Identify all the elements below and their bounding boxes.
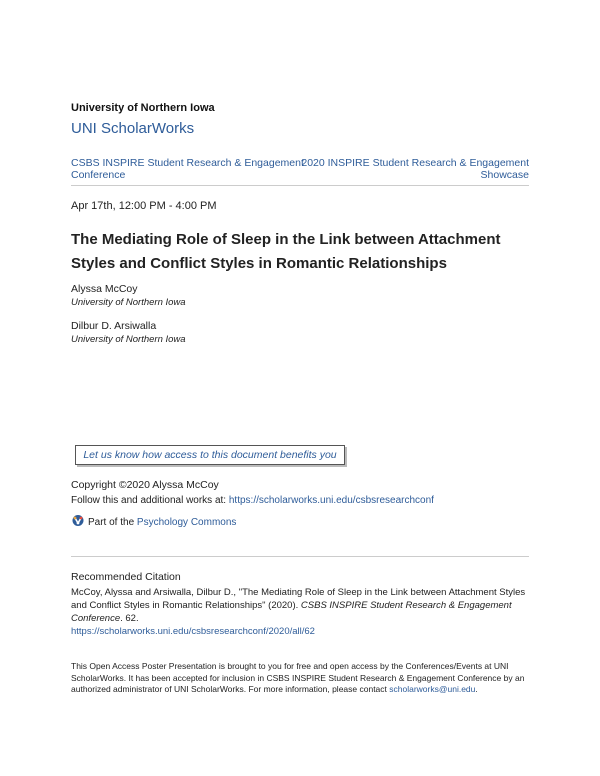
event-datetime: Apr 17th, 12:00 PM - 4:00 PM	[71, 200, 217, 212]
author-name: Dilbur D. Arsiwalla	[71, 320, 157, 332]
contact-email-link[interactable]: scholarworks@uni.edu	[389, 684, 476, 694]
citation-body	[71, 586, 533, 638]
citation-number: . 62.	[120, 613, 139, 624]
part-of-line	[71, 514, 236, 528]
citation-conference: CSBS INSPIRE Student Research & Engagement Conference	[71, 600, 512, 624]
author-block-1	[71, 283, 186, 308]
notice-end: .	[475, 684, 478, 694]
author-name: Alyssa McCoy	[71, 283, 138, 295]
citation-heading: Recommended Citation	[71, 571, 181, 583]
citation-text: McCoy, Alyssa and Arsiwalla, Dilbur D., "The Mediating Role of Sleep in the Link between Attachment Styles and Conflict Styles in Romantic Relationships" (2020).	[71, 587, 526, 611]
collection-link-left[interactable]: CSBS INSPIRE Student Research & Engagement Conference	[71, 157, 304, 181]
access-notice	[71, 661, 533, 696]
copyright-text: Copyright ©2020 Alyssa McCoy	[71, 479, 219, 491]
document-title: The Mediating Role of Sleep in the Link between Attachment Styles and Conflict Styles in Romantic Relationships	[71, 231, 501, 272]
part-of-prefix: Part of the	[88, 517, 137, 528]
collection-link-right[interactable]: 2020 INSPIRE Student Research & Engagement Showcase	[301, 157, 529, 181]
citation-url-link[interactable]: https://scholarworks.uni.edu/csbsresearchconf/2020/all/62	[71, 626, 315, 637]
psychology-commons-link[interactable]: Psychology Commons	[136, 517, 237, 528]
notice-text: This Open Access Poster Presentation is brought to you for free and open access by the Conferences/Events at UNI ScholarWorks. It has been accepted for inclusion in CSBS INSPIRE Student Research & Engagement Conference by an authorized administrator of UNI ScholarWorks. For more information, please contact	[71, 661, 525, 694]
institution-name: University of Northern Iowa	[71, 102, 215, 114]
author-affiliation: University of Northern Iowa	[71, 334, 186, 345]
network-commons-icon	[71, 514, 85, 526]
author-block-2	[71, 320, 186, 345]
follow-line	[71, 495, 434, 506]
middle-divider	[71, 556, 529, 557]
top-divider	[71, 185, 529, 186]
repository-link[interactable]: UNI ScholarWorks	[71, 120, 195, 137]
follow-url-link[interactable]: https://scholarworks.uni.edu/csbsresearchconf	[228, 495, 434, 506]
author-affiliation: University of Northern Iowa	[71, 297, 186, 308]
benefit-feedback-link[interactable]: Let us know how access to this document benefits you	[75, 445, 345, 465]
follow-prefix: Follow this and additional works at:	[71, 495, 229, 506]
